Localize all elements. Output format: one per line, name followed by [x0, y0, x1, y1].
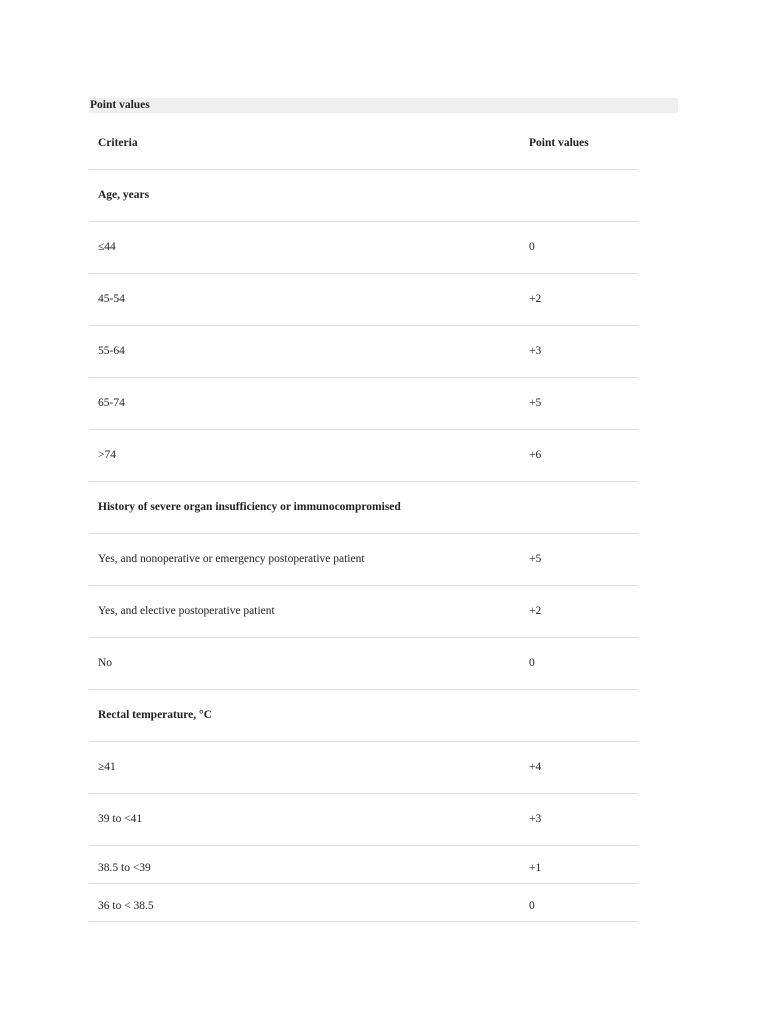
- point-value-cell: +3: [529, 813, 542, 825]
- point-value-cell: +2: [529, 293, 542, 305]
- header-criteria: Criteria: [98, 137, 138, 149]
- table-row: [89, 638, 638, 690]
- section-header-row: [89, 482, 638, 534]
- table-row: [89, 742, 638, 794]
- criteria-cell: Yes, and nonoperative or emergency postoperative patient: [98, 553, 365, 565]
- table-row: [89, 846, 638, 884]
- criteria-cell: ≥41: [98, 761, 116, 773]
- header-point-values: Point values: [529, 137, 589, 149]
- table-row: [89, 274, 638, 326]
- table-header-row: [89, 118, 638, 170]
- point-value-cell: +2: [529, 605, 542, 617]
- criteria-cell: 55-64: [98, 345, 125, 357]
- section-label: History of severe organ insufficiency or immunocompromised: [98, 501, 401, 513]
- table-row: [89, 222, 638, 274]
- table-row: [89, 586, 638, 638]
- point-value-cell: 0: [529, 657, 535, 669]
- table-row: [89, 884, 638, 922]
- criteria-cell: 65-74: [98, 397, 125, 409]
- criteria-cell: 45-54: [98, 293, 125, 305]
- section-header-row: [89, 170, 638, 222]
- criteria-cell: Yes, and elective postoperative patient: [98, 605, 275, 617]
- criteria-cell: ≤44: [98, 241, 116, 253]
- point-value-cell: +4: [529, 761, 542, 773]
- section-label: Rectal temperature, °C: [98, 709, 212, 721]
- table-row: [89, 430, 638, 482]
- point-value-cell: 0: [529, 900, 535, 912]
- point-value-cell: +3: [529, 345, 542, 357]
- point-values-table: [89, 118, 638, 922]
- criteria-cell: 36 to < 38.5: [98, 900, 154, 912]
- point-value-cell: +6: [529, 449, 542, 461]
- table-row: [89, 794, 638, 846]
- table-row: [89, 534, 638, 586]
- table-body: [89, 170, 638, 884]
- point-value-cell: +5: [529, 397, 542, 409]
- point-value-cell: 0: [529, 241, 535, 253]
- table-row: [89, 378, 638, 430]
- section-label: Age, years: [98, 189, 150, 201]
- criteria-cell: 39 to <41: [98, 813, 143, 825]
- point-value-cell: +1: [529, 862, 542, 874]
- table-row: [89, 326, 638, 378]
- point-value-cell: +5: [529, 553, 542, 565]
- criteria-cell: 38.5 to <39: [98, 862, 151, 874]
- table-title-bar: [89, 98, 678, 113]
- criteria-cell: No: [98, 657, 113, 669]
- criteria-cell: >74: [98, 449, 116, 461]
- table-title: Point values: [90, 99, 150, 111]
- section-header-row: [89, 690, 638, 742]
